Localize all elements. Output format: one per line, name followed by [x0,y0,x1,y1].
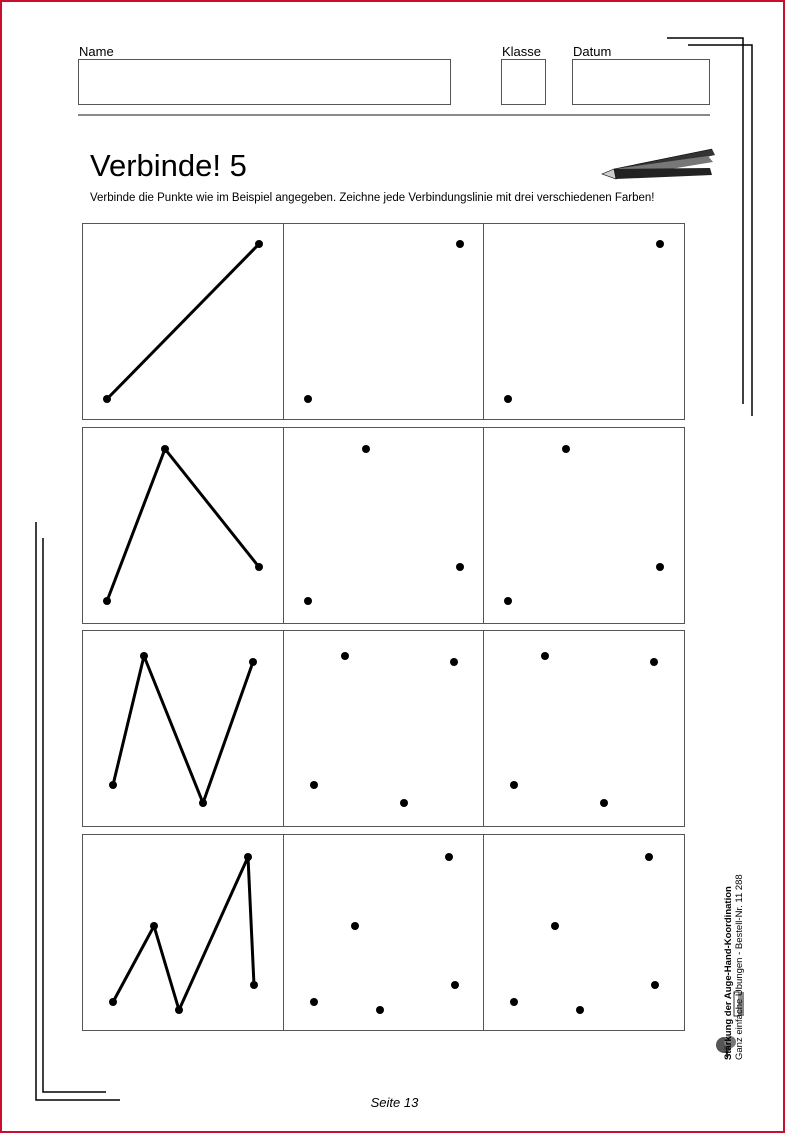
practice-cell-row3-b[interactable] [483,630,685,827]
example-cell-row3 [82,630,284,827]
practice-cell-row1-b[interactable] [483,223,685,420]
practice-cell-row4-b[interactable] [483,834,685,1031]
practice-cell-row2-b[interactable] [483,427,685,624]
worksheet-title: Verbinde! 5 [90,148,247,183]
example-line-row3 [83,631,283,826]
example-cell-row2 [82,427,284,624]
dot-pattern-row4-b [484,835,684,1030]
dot-pattern-row2-a [284,428,483,623]
page-number: Seite 13 [370,1095,419,1110]
dot-pattern-row3-a [284,631,483,826]
publication-title: Stärkung der Auge-Hand-Koordination [723,886,734,1060]
instruction-text: Verbinde die Punkte wie im Beispiel angegeben. Zeichne jede Verbindungslinie mit drei verschiedenen Farben! [90,192,655,204]
practice-cell-row4-a[interactable] [283,834,484,1031]
dot-pattern-row1-b [484,224,684,419]
dot-pattern-row3-b [484,631,684,826]
example-line-row4 [83,835,283,1030]
date-label: Datum [573,44,612,59]
pencils-icon [600,142,720,182]
example-cell-row1 [82,223,284,420]
example-line-row2 [83,428,283,623]
example-line-row1 [83,224,283,419]
practice-cell-row2-a[interactable] [283,427,484,624]
class-field[interactable] [501,59,546,105]
publication-info [723,770,745,1060]
dot-pattern-row4-a [284,835,483,1030]
publication-subtitle: Ganz einfache Übungen - Bestell-Nr. 11 288 [734,874,745,1060]
date-field[interactable] [572,59,710,105]
dot-pattern-row1-a [284,224,483,419]
class-label: Klasse [502,44,542,59]
dot-pattern-row2-b [484,428,684,623]
name-label: Name [79,44,114,59]
example-cell-row4 [82,834,284,1031]
practice-cell-row1-a[interactable] [283,223,484,420]
name-field[interactable] [78,59,451,105]
practice-cell-row3-a[interactable] [283,630,484,827]
